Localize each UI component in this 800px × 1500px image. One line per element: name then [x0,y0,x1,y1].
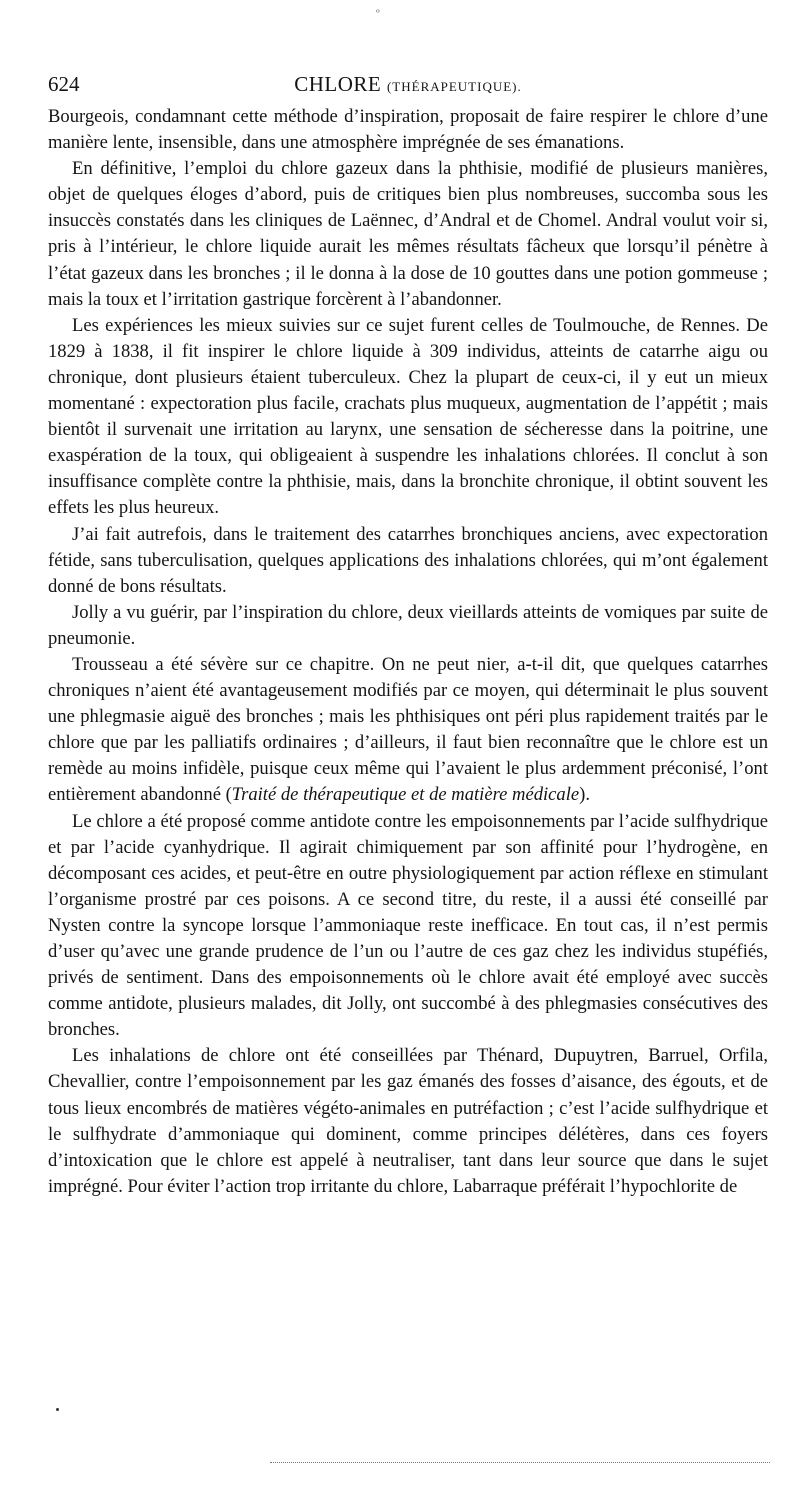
body-text [48,104,768,1200]
paragraph-4 [48,522,768,600]
paragraph-8 [48,1043,768,1200]
paragraph-4-text: J’ai fait autrefois, dans le traitement des catarrhes bronchiques anciens, avec expectoration fétide, sans tuberculisation, quelques applications des inhalations chlorées, qui m’ont également donné de bons résultats. [48,523,768,597]
paragraph-8-text: Les inhalations de chlore ont été conseillées par Thénard, Dupuytren, Barruel, Orfila, Chevallier, contre l’empoisonnement par les gaz émanés des fosses d’aisance, des égouts, et de tous lieux encombrés de matières végéto-animales en putréfaction ; c’est l’acide sulfhydrique et le sulfhydrate d’ammoniaque qui dominent, comme principes délétères, dans ces foyers d’intoxication que le chlore est appelé à neutraliser, tant dans leur source que dans le sujet imprégné. Pour éviter l’action trop irritante du chlore, Labarraque préférait l’hypochlorite de [48,1045,768,1197]
paragraph-5 [48,600,768,652]
running-title-main: CHLORE [294,72,382,96]
paragraph-3-text: Les expériences les mieux suivies sur ce sujet furent celles de Toulmouche, de Rennes. De 1829 à 1838, il fit inspirer le chlore liquide à 309 individus, atteints de catarrhe aigu ou chronique, dont plusieurs étaient tuberculeux. Chez la plupart de ceux-ci, il y eut un mieux momentané : expectoration plus facile, crachats plus muqueux, augmentation de l’appétit ; mais bientôt il survenait une irritation au larynx, une sensation de sécheresse dans la poitrine, une exaspération de la toux, qui obligeaient à suspendre les inhalations chlorées. Il conclut à son insuffisance complète contre la phthisie, mais, dans la bronchite chronique, il obtint souvent les effets les plus heureux. [48,314,768,519]
paragraph-6 [48,652,768,809]
paragraph-2 [48,156,768,313]
paragraph-7-text: Le chlore a été proposé comme antidote contre les empoisonnements par l’acide sulfhydrique et par l’acide cyanhydrique. Il agirait chimiquement par son affinité pour l’hydrogène, en décomposant ces acides, et peut-être en outre physiologiquement par action réflexe en stimulant l’organisme prostré par ces poisons. A ce second titre, du reste, il a aussi été conseillé par Nysten contre la syncope lorsque l’ammoniaque reste inefficace. En tout cas, il n’est permis d’user qu’avec une grande prudence de l’un ou l’autre de ces gaz chez les individus stupéfiés, privés de sentiment. Dans des empoisonnements où le chlore avait été employé avec succès comme antidote, plusieurs malades, dit Jolly, ont succombé à des phlegmasies consécutives des bronches. [48,810,768,1041]
running-header [48,72,768,102]
paragraph-6-end: ). [579,784,590,806]
footer-rule [270,1462,770,1463]
paragraph-6-text: Trousseau a été sévère sur ce chapitre. On ne peut nier, a-t-il dit, que quelques catarrhes chroniques n’aient été avantageusement modifiés par ce moyen, qui déterminait le plus souvent une phlegmasie aiguë des bronches ; mais les phthisiques ont péri plus rapidement traités par le chlore que par les palliatifs ordinaires ; d’ailleurs, il faut bien reconnaître que le chlore est un remède au moins infidèle, puisque ceux même qui l’avaient le plus ardemment préconisé, l’ont entièrement abandonné ( [48,653,768,806]
stray-dot [56,1408,59,1411]
paragraph-3 [48,313,768,522]
printer-mark: ᵒ [376,8,380,19]
paragraph-7 [48,809,768,1044]
paragraph-5-text: Jolly a vu guérir, par l’inspiration du chlore, deux vieillards atteints de vomiques par suite de pneumonie. [48,601,768,649]
running-title [48,72,768,97]
paragraph-2-text: En définitive, l’emploi du chlore gazeux dans la phthisie, modifié de plusieurs manières, objet de quelques éloges d’abord, puis de critiques bien plus nombreuses, succomba sous les insuccès constatés dans les cliniques de Laënnec, d’Andral et de Chomel. Andral voulut voir si, pris à l’intérieur, le chlore liquide aurait les mêmes résultats fâcheux que lorsqu’il pénètre à l’état gazeux dans les bronches ; il le donna à la dose de 10 gouttes dans une potion gommeuse ; mais la toux et l’irritation gastrique forcèrent à l’abandonner. [48,158,768,310]
book-citation: Traité de thérapeutique et de matière médicale [231,784,580,806]
paragraph-1 [48,104,768,156]
paragraph-1-text: Bourgeois, condamnant cette méthode d’inspiration, proposait de faire respirer le chlore d’une manière lente, insensible, dans une atmosphère imprégnée de ses émanations. [48,106,768,154]
page-number: 624 [48,72,80,96]
running-title-subtitle: (THÉRAPEUTIQUE). [386,79,522,94]
